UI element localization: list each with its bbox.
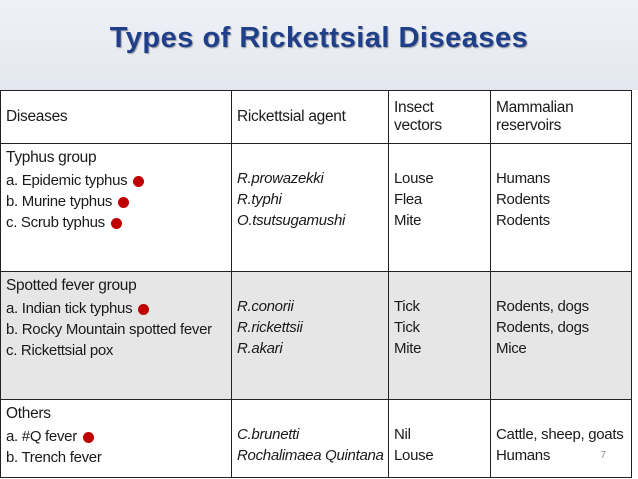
reservoir-cell [491, 272, 632, 400]
header-reservoirs: Mammalian reservoirs [491, 91, 632, 144]
vector-item: Louse [394, 170, 434, 187]
disease-item: a. Epidemic typhus [6, 170, 226, 191]
vector-item: Louse [394, 447, 434, 464]
agent-cell [232, 400, 389, 478]
group-typhus [1, 144, 632, 272]
slide-title: Types of Rickettsial Diseases [109, 22, 529, 54]
agent-item: Rochalimaea Quintana [237, 447, 384, 464]
reservoir-item: Rodents, dogs [496, 298, 589, 315]
group-others [1, 400, 632, 478]
vector-item: Mite [394, 340, 422, 357]
agent-item: C.brunetti [237, 426, 300, 443]
page-number: 7 [600, 450, 606, 461]
vector-item: Tick [394, 298, 420, 315]
disease-item: c. Rickettsial pox [6, 342, 114, 359]
header-row [1, 91, 632, 144]
agent-cell [232, 144, 389, 272]
vector-item: Flea [394, 191, 422, 208]
agent-cell [232, 272, 389, 400]
reservoir-cell [491, 144, 632, 272]
agent-item: R.akari [237, 340, 283, 357]
vector-item: Nil [394, 426, 411, 443]
header-diseases: Diseases [1, 91, 232, 144]
vector-item: Mite [394, 212, 422, 229]
agent-item: O.tsutsugamushi [237, 212, 346, 229]
header-agent: Rickettsial agent [232, 91, 389, 144]
vector-cell [389, 272, 491, 400]
red-dot-icon [118, 197, 129, 208]
reservoir-item: Rodents [496, 212, 550, 229]
vector-cell [389, 400, 491, 478]
agent-item: R.typhi [237, 191, 282, 208]
agent-item: R.rickettsii [237, 319, 303, 336]
group-name: Spotted fever group [6, 277, 137, 294]
disease-item: b. Trench fever [6, 449, 102, 466]
reservoir-item: Cattle, sheep, goats [496, 426, 624, 443]
red-dot-icon [83, 432, 94, 443]
disease-item: b. Murine typhus [6, 191, 226, 212]
red-dot-icon [133, 176, 144, 187]
table-container [0, 90, 638, 479]
diseases-cell [1, 272, 232, 400]
agent-item: R.conorii [237, 298, 294, 315]
disease-item: a. #Q fever [6, 426, 226, 447]
reservoir-cell [491, 400, 632, 478]
group-name: Others [6, 405, 51, 422]
disease-item: a. Indian tick typhus [6, 298, 226, 319]
disease-item: c. Scrub typhus [6, 212, 226, 233]
red-dot-icon [138, 304, 149, 315]
vector-item: Tick [394, 319, 420, 336]
diseases-cell [1, 400, 232, 478]
reservoir-item: Humans [496, 447, 551, 464]
group-name: Typhus group [6, 149, 97, 166]
red-dot-icon [111, 218, 122, 229]
disease-item: b. Rocky Mountain spotted fever [6, 321, 212, 338]
header-vectors: Insect vectors [389, 91, 491, 144]
reservoir-item: Humans [496, 170, 551, 187]
group-spotted-fever [1, 272, 632, 400]
reservoir-item: Mice [496, 340, 527, 357]
reservoir-item: Rodents [496, 191, 550, 208]
agent-item: R.prowazekki [237, 170, 324, 187]
diseases-cell [1, 144, 232, 272]
reservoir-item: Rodents, dogs [496, 319, 589, 336]
vector-cell [389, 144, 491, 272]
disease-table [0, 90, 632, 478]
